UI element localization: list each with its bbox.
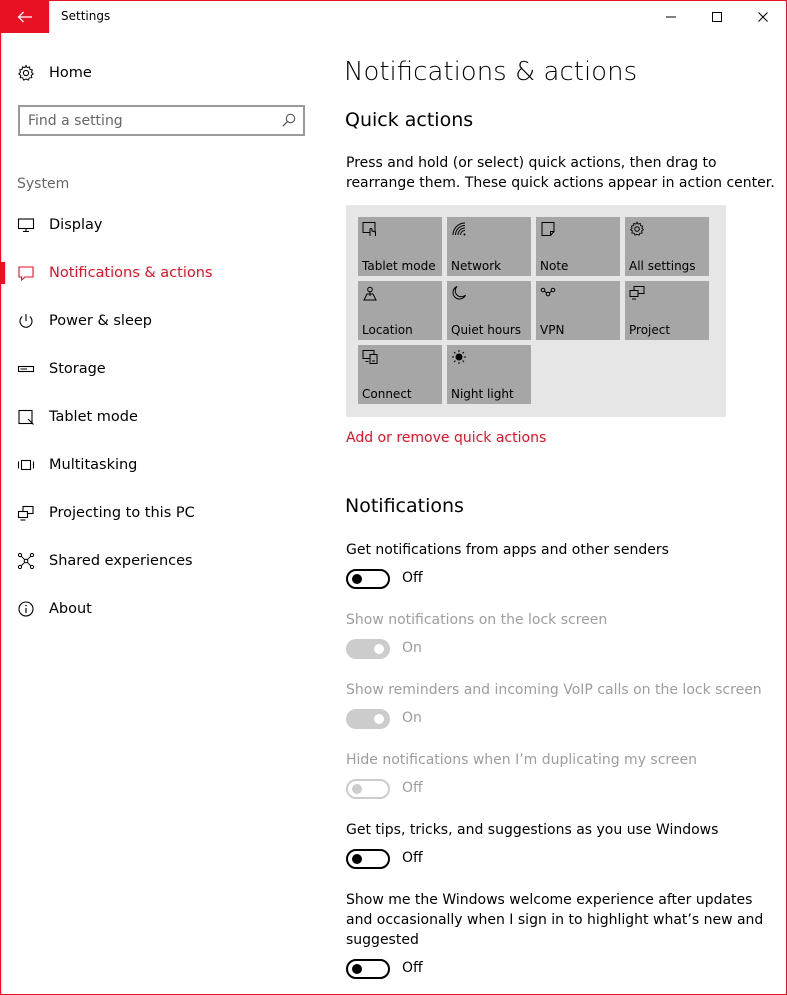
quick-action-tile[interactable] (358, 217, 442, 276)
sidebar-item-label: Power & sleep (49, 313, 152, 329)
network-icon (451, 221, 467, 237)
search-icon (281, 112, 297, 128)
tile-label: Network (451, 259, 502, 273)
tile-label: Quiet hours (451, 323, 522, 337)
quick-action-tile[interactable] (447, 217, 531, 276)
gear-icon (629, 221, 645, 237)
toggle-state: On (402, 710, 422, 726)
projecting-icon (17, 504, 35, 522)
tile-label: Project (629, 323, 671, 337)
toggle-knob (352, 574, 362, 584)
tile-label: VPN (540, 323, 565, 337)
quick-actions-description: Press and hold (or select) quick actions, then drag to rearrange them. These quick actions appear in action center. (346, 155, 775, 191)
main-content (321, 33, 786, 995)
lock-screen-notifications-toggle[interactable] (346, 639, 390, 659)
moon-icon (451, 285, 467, 301)
reminders-voip-toggle[interactable] (346, 709, 390, 729)
hide-when-duplicating-toggle[interactable] (346, 779, 390, 799)
section-label-system: System (17, 176, 70, 192)
quick-action-tile[interactable] (447, 345, 531, 404)
welcome-experience-toggle[interactable] (346, 959, 390, 979)
sun-icon (451, 349, 467, 365)
quick-action-tile[interactable] (536, 281, 620, 340)
project-icon (629, 285, 645, 301)
sidebar-item-label: Home (49, 65, 92, 81)
quick-action-tile[interactable] (625, 217, 709, 276)
sidebar-item-label: Multitasking (49, 457, 138, 473)
add-remove-quick-actions-link[interactable]: Add or remove quick actions (346, 430, 547, 446)
search-box[interactable] (18, 105, 305, 136)
sidebar-item-label: Projecting to this PC (49, 505, 195, 521)
tile-label: Night light (451, 387, 514, 401)
multitasking-icon (17, 456, 35, 474)
tile-label: Connect (362, 387, 412, 401)
setting-label: Get notifications from apps and other senders (346, 542, 669, 558)
sidebar-item-about[interactable] (1, 589, 321, 629)
sidebar-item-home[interactable] (1, 53, 321, 93)
search-input[interactable] (28, 110, 268, 131)
note-icon (540, 221, 556, 237)
quick-action-tile[interactable] (536, 217, 620, 276)
minimize-button[interactable] (648, 1, 694, 33)
toggle-knob (352, 854, 362, 864)
tile-label: Note (540, 259, 569, 273)
location-icon (362, 285, 378, 301)
toggle-knob (352, 964, 362, 974)
sidebar-item-storage[interactable] (1, 349, 321, 389)
toggle-knob (352, 784, 362, 794)
tile-label: All settings (629, 259, 696, 273)
sidebar-item-label: Notifications & actions (49, 265, 213, 281)
page-title: Notifications & actions (344, 57, 638, 87)
setting-label: Show reminders and incoming VoIP calls on the lock screen (346, 682, 762, 698)
sidebar-item-multitasking[interactable] (1, 445, 321, 485)
maximize-icon (711, 11, 723, 23)
speech-bubble-icon (17, 264, 35, 282)
quick-actions-heading: Quick actions (345, 109, 474, 131)
toggle-state: Off (402, 960, 423, 976)
sidebar-item-power-sleep[interactable] (1, 301, 321, 341)
back-arrow-icon (17, 11, 33, 23)
notifications-heading: Notifications (345, 495, 464, 517)
sidebar-item-projecting[interactable] (1, 493, 321, 533)
tablet-icon (17, 408, 35, 426)
connect-icon (362, 349, 378, 365)
tile-label: Location (362, 323, 413, 337)
power-icon (17, 312, 35, 330)
quick-action-tile[interactable] (358, 281, 442, 340)
tablet-mode-icon (362, 221, 378, 237)
quick-actions-panel (346, 205, 726, 417)
setting-label: Get tips, tricks, and suggestions as you use Windows (346, 822, 719, 838)
setting-label: Show notifications on the lock screen (346, 612, 608, 628)
sidebar (1, 33, 321, 995)
sidebar-item-tablet-mode[interactable] (1, 397, 321, 437)
quick-action-tile[interactable] (447, 281, 531, 340)
info-icon (17, 600, 35, 618)
toggle-state: Off (402, 850, 423, 866)
sidebar-item-notifications[interactable] (1, 253, 321, 293)
close-icon (757, 11, 769, 23)
gear-icon (17, 64, 35, 82)
sidebar-item-label: Display (49, 217, 103, 233)
setting-label: Hide notifications when I’m duplicating my screen (346, 752, 697, 768)
minimize-icon (665, 11, 677, 23)
toggle-state: On (402, 640, 422, 656)
quick-action-tile[interactable] (625, 281, 709, 340)
tile-label: Tablet mode (362, 259, 436, 273)
active-indicator (1, 262, 5, 284)
close-button[interactable] (740, 1, 786, 33)
storage-drive-icon (17, 360, 35, 378)
sidebar-item-label: Storage (49, 361, 106, 377)
monitor-icon (17, 216, 35, 234)
shared-experiences-icon (17, 552, 35, 570)
get-notifications-toggle[interactable] (346, 569, 390, 589)
toggle-knob (374, 644, 384, 654)
sidebar-item-label: About (49, 601, 92, 617)
window-title: Settings (61, 9, 111, 23)
toggle-knob (374, 714, 384, 724)
quick-action-tile[interactable] (358, 345, 442, 404)
back-button[interactable] (1, 1, 49, 33)
setting-label: Show me the Windows welcome experience after updates and occasionally when I sign in to highlight what’s new and suggested (346, 892, 764, 948)
sidebar-item-display[interactable] (1, 205, 321, 245)
title-bar (1, 1, 786, 33)
toggle-state: Off (402, 780, 423, 796)
sidebar-item-label: Shared experiences (49, 553, 193, 569)
vpn-icon (540, 285, 556, 301)
toggle-state: Off (402, 570, 423, 586)
tips-tricks-toggle[interactable] (346, 849, 390, 869)
sidebar-item-shared-experiences[interactable] (1, 541, 321, 581)
maximize-button[interactable] (694, 1, 740, 33)
sidebar-item-label: Tablet mode (49, 409, 138, 425)
